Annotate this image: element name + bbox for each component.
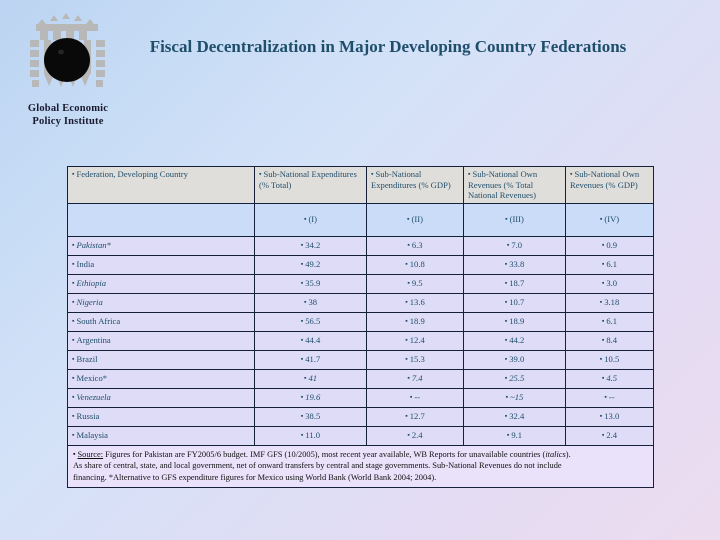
- cell-value-i: [255, 331, 367, 350]
- cell-country-label: ▪ India: [72, 259, 94, 269]
- cell-value-i: [255, 350, 367, 369]
- cell-value-label: ▪ 19.6: [301, 392, 321, 402]
- cell-value-label: ▪ 32.4: [505, 411, 525, 421]
- cell-value-label: ▪ 39.0: [505, 354, 525, 364]
- institute-name: [14, 102, 122, 128]
- cell-value-label: ▪ 4.5: [602, 373, 617, 383]
- cell-value-i: [255, 388, 367, 407]
- table-source-note-row: [68, 445, 654, 488]
- source-label: Source:: [77, 449, 104, 459]
- source-note-line-2: As share of central, state, and local government, net of onward transfers by central and stage governments. Sub-National Revenues do not include: [73, 461, 562, 470]
- cell-value-label: ▪ ~15: [506, 392, 524, 402]
- cell-value-ii: [367, 274, 464, 293]
- table-row: [68, 426, 654, 445]
- cell-country-label: ▪ Nigeria: [72, 297, 103, 307]
- cell-country-label: ▪ Ethiopia: [72, 278, 106, 288]
- cell-value-i: [255, 369, 367, 388]
- cell-country: [68, 369, 255, 388]
- cell-value-label: ▪ 25.5: [505, 373, 525, 383]
- cell-country-label: ▪ South Africa: [72, 316, 120, 326]
- cell-value-iv: [566, 236, 654, 255]
- cell-value-iii: [464, 407, 566, 426]
- column-number-ii: [367, 203, 464, 236]
- cell-value-label: ▪ 41: [304, 373, 317, 383]
- cell-value-iv: [566, 350, 654, 369]
- crest-coat-of-arms-icon: [20, 12, 116, 100]
- source-note-italics-word: italics: [545, 449, 566, 459]
- cell-value-label: ▪ 2.4: [407, 430, 422, 440]
- cell-value-label: ▪ 6.1: [602, 316, 617, 326]
- column-header-revenues-total: [464, 167, 566, 204]
- cell-country: [68, 255, 255, 274]
- cell-value-ii: [367, 407, 464, 426]
- fiscal-decentralization-table-wrap: [67, 166, 653, 488]
- column-header-country-label: ▪ Federation, Developing Country: [72, 169, 188, 179]
- cell-value-ii: [367, 293, 464, 312]
- table-row: [68, 312, 654, 331]
- cell-value-i: [255, 255, 367, 274]
- cell-value-i: [255, 293, 367, 312]
- table-source-note: [68, 445, 654, 488]
- column-number-i: [255, 203, 367, 236]
- cell-value-label: ▪ 12.4: [405, 335, 425, 345]
- cell-value-label: ▪ 13.0: [600, 411, 620, 421]
- cell-value-iv: [566, 312, 654, 331]
- cell-country: [68, 312, 255, 331]
- cell-value-iv: [566, 407, 654, 426]
- cell-value-label: ▪ 44.4: [301, 335, 321, 345]
- cell-value-iii: [464, 236, 566, 255]
- cell-country: [68, 274, 255, 293]
- cell-value-ii: [367, 331, 464, 350]
- table-row: [68, 274, 654, 293]
- cell-value-label: ▪ 3.0: [602, 278, 617, 288]
- cell-value-iv: [566, 388, 654, 407]
- cell-value-label: ▪ 6.3: [407, 240, 422, 250]
- column-header-revenues-gdp-label: ▪ Sub-National Own Revenues (% GDP): [570, 169, 639, 190]
- cell-value-label: ▪ 9.5: [407, 278, 422, 288]
- cell-country-label: ▪ Venezuela: [72, 392, 111, 402]
- cell-value-label: ▪ 49.2: [301, 259, 321, 269]
- cell-value-label: ▪ 41.7: [301, 354, 321, 364]
- cell-value-label: ▪ 6.1: [602, 259, 617, 269]
- table-row: [68, 369, 654, 388]
- cell-value-label: ▪ 8.4: [602, 335, 617, 345]
- column-header-expenditures-gdp-label: ▪ Sub-National Expenditures (% GDP): [371, 169, 451, 190]
- source-note-line-1: [73, 449, 648, 461]
- cell-value-iii: [464, 426, 566, 445]
- cell-value-label: ▪ 10.7: [505, 297, 525, 307]
- cell-value-iv: [566, 293, 654, 312]
- cell-value-label: ▪ 12.7: [405, 411, 425, 421]
- table-row: [68, 407, 654, 426]
- cell-value-ii: [367, 426, 464, 445]
- column-header-expenditures-total: [255, 167, 367, 204]
- cell-country-label: ▪ Argentina: [72, 335, 111, 345]
- cell-value-iii: [464, 331, 566, 350]
- cell-country: [68, 293, 255, 312]
- cell-value-label: ▪ 18.9: [505, 316, 525, 326]
- column-number-iv: [566, 203, 654, 236]
- cell-value-iii: [464, 369, 566, 388]
- cell-country: [68, 388, 255, 407]
- cell-value-label: ▪ 38: [304, 297, 317, 307]
- cell-country: [68, 236, 255, 255]
- cell-value-label: ▪ 38.5: [301, 411, 321, 421]
- cell-value-i: [255, 426, 367, 445]
- cell-value-i: [255, 407, 367, 426]
- column-header-revenues-total-label: ▪ Sub-National Own Revenues (% Total National Revenues): [468, 169, 537, 200]
- cell-value-iv: [566, 426, 654, 445]
- cell-country: [68, 407, 255, 426]
- column-number-iv-label: ▪ (IV): [600, 214, 619, 224]
- cell-value-label: ▪ 44.2: [505, 335, 525, 345]
- cell-value-i: [255, 274, 367, 293]
- cell-value-label: ▪ 56.5: [301, 316, 321, 326]
- cell-value-label: ▪ 33.8: [505, 259, 525, 269]
- table-row: [68, 236, 654, 255]
- column-header-revenues-gdp: [566, 167, 654, 204]
- table-row: [68, 350, 654, 369]
- cell-value-label: ▪ 3.18: [600, 297, 620, 307]
- cell-value-label: ▪ 7.0: [507, 240, 522, 250]
- cell-value-label: ▪ 18.9: [405, 316, 425, 326]
- cell-value-ii: [367, 350, 464, 369]
- cell-value-ii: [367, 236, 464, 255]
- column-header-expenditures-total-label: ▪ Sub-National Expenditures (% Total): [259, 169, 357, 190]
- cell-country-label: ▪ Brazil: [72, 354, 97, 364]
- cell-country-label: ▪ Mexico*: [72, 373, 107, 383]
- column-number-blank: [68, 203, 255, 236]
- cell-value-label: ▪ 0.9: [602, 240, 617, 250]
- cell-value-label: ▪ 10.8: [405, 259, 425, 269]
- cell-value-label: ▪ 9.1: [507, 430, 522, 440]
- cell-value-iii: [464, 388, 566, 407]
- table-row: [68, 388, 654, 407]
- cell-country: [68, 426, 255, 445]
- table-column-number-row: [68, 203, 654, 236]
- table-header-row: [68, 167, 654, 204]
- source-note-line1-a: Figures for Pakistan are FY2005/6 budget. IMF GFS (10/2005), most recent year available, WB Reports for unavailable countries (: [103, 449, 546, 459]
- cell-value-iv: [566, 331, 654, 350]
- cell-country: [68, 331, 255, 350]
- cell-country-label: ▪ Pakistan*: [72, 240, 111, 250]
- cell-value-ii: [367, 312, 464, 331]
- cell-value-label: ▪ 11.0: [301, 430, 320, 440]
- cell-value-iv: [566, 255, 654, 274]
- cell-value-iii: [464, 312, 566, 331]
- cell-value-label: ▪ 13.6: [405, 297, 425, 307]
- column-header-country: [68, 167, 255, 204]
- column-number-ii-label: ▪ (II): [407, 214, 423, 224]
- cell-country: [68, 350, 255, 369]
- cell-value-iv: [566, 369, 654, 388]
- cell-country-label: ▪ Malaysia: [72, 430, 108, 440]
- fiscal-decentralization-table: [67, 166, 654, 488]
- table-row: [68, 255, 654, 274]
- cell-value-label: ▪ 15.3: [405, 354, 425, 364]
- column-number-i-label: ▪ (I): [304, 214, 317, 224]
- institute-name-line2: Policy Institute: [32, 116, 104, 127]
- source-note-line1-b: ).: [565, 449, 571, 459]
- table-row: [68, 331, 654, 350]
- cell-value-iii: [464, 255, 566, 274]
- cell-value-iii: [464, 293, 566, 312]
- cell-value-label: ▪ 10.5: [600, 354, 620, 364]
- column-number-iii-label: ▪ (III): [505, 214, 524, 224]
- cell-value-label: ▪ 2.4: [602, 430, 617, 440]
- institute-logo-block: [14, 12, 122, 128]
- cell-value-i: [255, 312, 367, 331]
- table-data-body: [68, 236, 654, 445]
- cell-value-iii: [464, 350, 566, 369]
- cell-value-iii: [464, 274, 566, 293]
- cell-value-label: ▪ --: [604, 392, 614, 402]
- cell-value-label: ▪ --: [410, 392, 420, 402]
- cell-value-label: ▪ 18.7: [505, 278, 525, 288]
- cell-value-label: ▪ 35.9: [301, 278, 321, 288]
- cell-value-ii: [367, 388, 464, 407]
- column-header-expenditures-gdp: [367, 167, 464, 204]
- slide-title: Fiscal Decentralization in Major Developing Country Federations: [149, 37, 627, 56]
- institute-name-line1: Global Economic: [27, 103, 109, 114]
- source-note-line-3: financing. *Alternative to GFS expenditure figures for Mexico using World Bank (World Bank 2004; 2004).: [73, 472, 437, 482]
- cell-value-label: ▪ 7.4: [407, 373, 422, 383]
- cell-value-iv: [566, 274, 654, 293]
- cell-value-i: [255, 236, 367, 255]
- cell-value-ii: [367, 369, 464, 388]
- cell-value-ii: [367, 255, 464, 274]
- column-number-iii: [464, 203, 566, 236]
- cell-country-label: ▪ Russia: [72, 411, 99, 421]
- cell-value-label: ▪ 34.2: [301, 240, 321, 250]
- table-row: [68, 293, 654, 312]
